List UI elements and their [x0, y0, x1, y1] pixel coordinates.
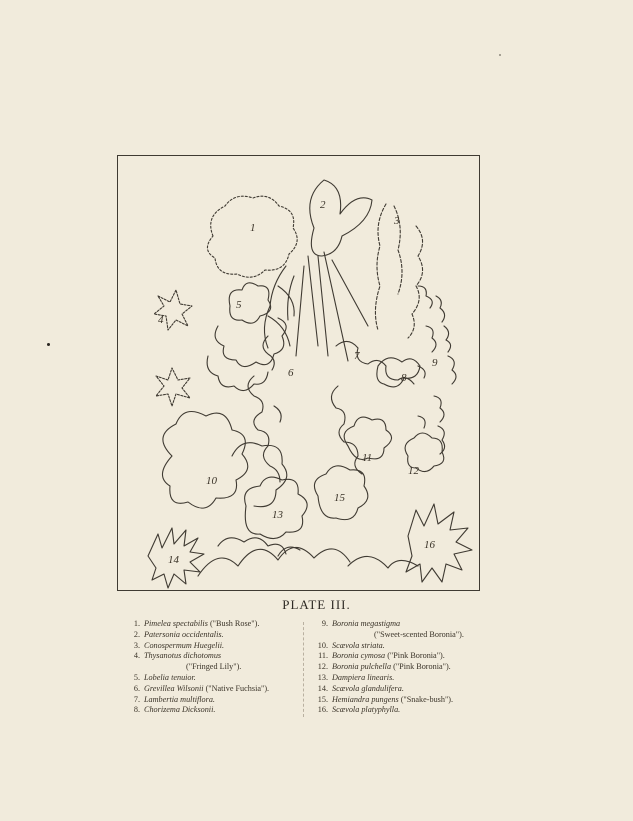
flower-10-outline	[162, 412, 247, 509]
legend-entry: 4. Thysanotus dichotomus	[133, 651, 222, 661]
legend-entry: 11. Boronia cymosa ("Pink Boronia").	[318, 651, 445, 661]
fig-num-15: 15	[334, 492, 345, 504]
legend-entry-continuation: ("Sweet-scented Boronia").	[374, 629, 464, 639]
fig-num-5: 5	[236, 299, 242, 311]
flower-8-outline	[377, 358, 420, 387]
fig-num-8: 8	[401, 372, 407, 384]
flower-9-outline	[418, 286, 456, 454]
fig-num-10: 10	[206, 475, 217, 487]
legend-entry: 8. Chorizema Dicksonii.	[133, 705, 216, 715]
legend-entry: 10. Scævola striata.	[317, 640, 385, 650]
paper-speck	[499, 54, 501, 56]
legend-entry: 9. Boronia megastigma	[321, 619, 401, 628]
fig-num-12: 12	[408, 465, 419, 477]
legend-entry: 13. Dampiera linearis.	[317, 672, 395, 682]
fig-num-7: 7	[354, 350, 360, 362]
fig-num-13: 13	[272, 509, 283, 521]
flower-16-outline	[406, 504, 472, 582]
legend-entry-continuation: ("Fringed Lily").	[186, 662, 242, 672]
flower-6-outline	[248, 376, 280, 482]
plate-title: PLATE III.	[282, 597, 351, 612]
legend-entry: 12. Boronia pulchella ("Pink Boronia").	[317, 662, 451, 672]
legend-right-column	[316, 619, 496, 716]
fig-num-9: 9	[432, 357, 438, 369]
fig-num-6: 6	[288, 367, 294, 379]
legend-entry: 7. Lambertia multiflora.	[133, 694, 215, 704]
legend-entry: 16. Scævola platyphylla.	[317, 705, 401, 715]
legend-left-column	[128, 619, 304, 716]
flower-13-outline	[245, 477, 308, 538]
plate-illustration-frame	[117, 155, 480, 591]
legend-entry: 15. Hemiandra pungens ("Snake-bush").	[317, 694, 454, 704]
fig-num-2: 2	[320, 199, 326, 211]
flower-1-outline	[207, 196, 297, 277]
paper-speck	[47, 343, 50, 346]
legend-entry: 3. Conospermum Huegelii.	[133, 640, 225, 650]
legend-entry: 6. Grevillea Wilsonii ("Native Fuchsia").	[133, 683, 270, 693]
legend-entry: 2. Patersonia occidentalis.	[133, 629, 224, 639]
fig-num-1: 1	[250, 222, 256, 234]
fig-num-3: 3	[394, 215, 400, 227]
flower-2-outline	[310, 180, 372, 256]
fig-num-16: 16	[424, 539, 435, 551]
legend-entry: 14. Scævola glandulifera.	[317, 683, 404, 693]
fig-num-11: 11	[362, 452, 373, 464]
legend-divider	[303, 622, 304, 717]
fig-num-4: 4	[158, 314, 164, 326]
legend-entry: 5. Lobelia tenuior.	[133, 672, 196, 682]
legend-entry: 1. Pimelea spectabilis ("Bush Rose").	[133, 619, 260, 628]
fig-num-14: 14	[168, 554, 179, 566]
wildflower-sketch	[118, 156, 479, 590]
